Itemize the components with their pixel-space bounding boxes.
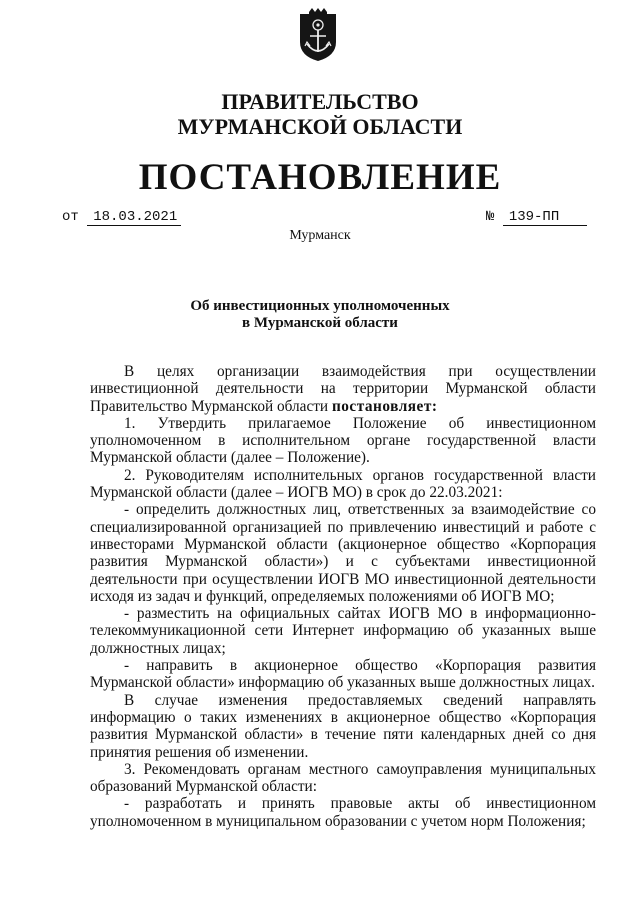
intro-text: В целях организации взаимодействия при осуществлении инвестиционной деятельности на территории Мурманской области Правительство Мурманской области (90, 363, 596, 415)
intro-paragraph (90, 363, 596, 415)
clause-3-item-a: - разработать и принять правовые акты об инвестиционном уполномоченном в муниципальном образовании с учетом норм Положения; (90, 795, 596, 830)
clause-2-note: В случае изменения предоставляемых сведений направлять информацию о таких изменениях в акционерное общество «Корпорация развития Мурманской области» в течение пяти календарных дней со дня принятия решения об изменении. (90, 691, 596, 761)
gov-line-1: ПРАВИТЕЛЬСТВО (221, 89, 419, 114)
document-subject (0, 298, 640, 332)
subject-line-1: Об инвестиционных уполномоченных (190, 298, 450, 314)
document-body (90, 363, 596, 830)
clause-2: 2. Руководителям исполнительных органов государственной власти Мурманской области (далее – ИОГВ МО) в срок до 22.03.2021: (90, 466, 596, 502)
government-title (0, 89, 640, 139)
date-prefix: от (62, 209, 79, 225)
clause-2-item-a: - определить должностных лиц, ответственных за взаимодействие со специализированной организацией по привлечению инвестиций и работе с инвесторами Мурманской области (акционерное общество «Корпорация развития Мурманской области») и с субъектами инвестиционной деятельности при осуществлении ИОГВ МО инвестиционной деятельности исходя из задач и функций, определяемых положениями об ИОГВ МО; (90, 501, 596, 605)
murmansk-coat-of-arms-icon (298, 8, 338, 62)
document-type: ПОСТАНОВЛЕНИЕ (138, 157, 502, 198)
clause-1: 1. Утвердить прилагаемое Положение об инвестиционном уполномоченном в исполнительном органе государственной власти Мурманской области (далее – Положение). (90, 414, 596, 467)
number-prefix: № (486, 209, 495, 225)
subject-line-2: в Мурманской области (242, 315, 398, 331)
intro-bold: постановляет: (331, 397, 438, 415)
document-date-line (62, 209, 181, 225)
document-date: 18.03.2021 (87, 209, 181, 226)
gov-line-2: МУРМАНСКОЙ ОБЛАСТИ (177, 114, 463, 139)
document-number-line (486, 209, 587, 225)
document-number: 139-ПП (503, 209, 587, 226)
clause-2-item-c: - направить в акционерное общество «Корпорация развития Мурманской области» информацию об указанных выше должностных лицах. (90, 657, 596, 692)
city: Мурманск (289, 228, 351, 243)
clause-3: 3. Рекомендовать органам местного самоуправления муниципальных образований Мурманской области: (90, 760, 596, 796)
clause-2-item-b: - разместить на официальных сайтах ИОГВ МО в информационно-телекоммуникационной сети Интернет информацию об указанных выше должностных лицах; (90, 605, 596, 657)
